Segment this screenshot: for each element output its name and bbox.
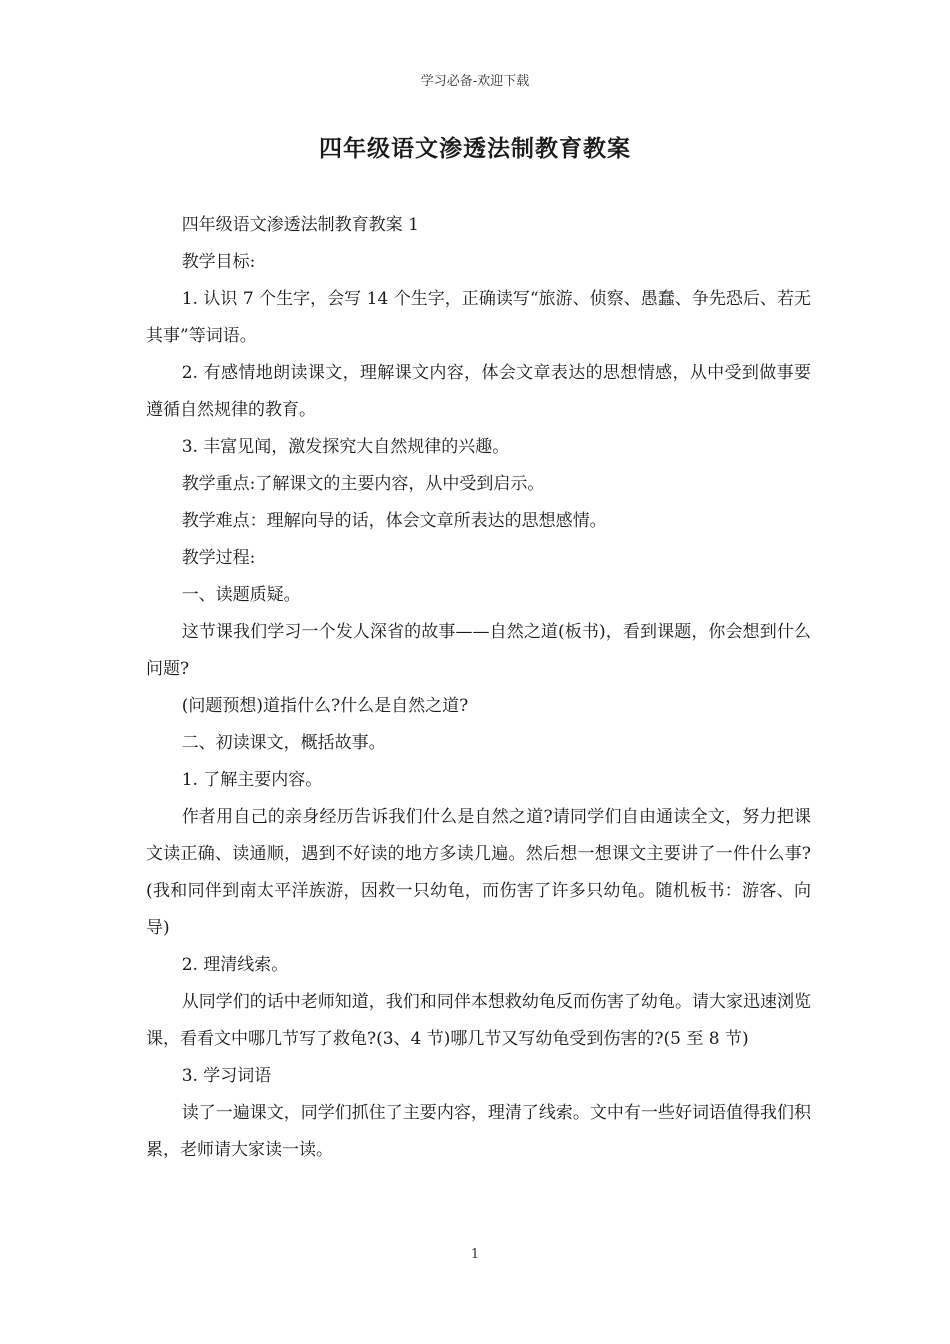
paragraph: 教学难点：理解向导的话，体会文章所表达的思想感情。 bbox=[181, 511, 607, 531]
document-title: 四年级语文渗透法制教育教案 bbox=[319, 136, 631, 162]
paragraph: 教学过程: bbox=[181, 548, 256, 568]
page-header: 学习必备-欢迎下载 bbox=[420, 74, 530, 89]
paragraph: 读了一遍课文，同学们抓住了主要内容，理清了线索。文中有一些好词语值得我们积累，老师请大家读一读。 bbox=[146, 1103, 811, 1160]
paragraph: 2. 理清线索。 bbox=[181, 955, 289, 975]
paragraph: 3. 学习词语 bbox=[181, 1066, 272, 1086]
paragraph: 3. 丰富见闻，激发探究大自然规律的兴趣。 bbox=[181, 437, 510, 457]
paragraph: 这节课我们学习一个发人深省的故事——自然之道(板书)，看到课题，你会想到什么问题? bbox=[146, 622, 811, 679]
paragraph: 教学重点:了解课文的主要内容，从中受到启示。 bbox=[181, 474, 545, 494]
paragraph: 1. 认识 7 个生字，会写 14 个生字，正确读写“旅游、侦察、愚蠢、争先恐后、若无其事”等词语。 bbox=[146, 289, 811, 346]
paragraph: 2. 有感情地朗读课文，理解课文内容，体会文章表达的思想情感，从中受到做事要遵循自然规律的教育。 bbox=[146, 363, 811, 420]
paragraph: 1. 了解主要内容。 bbox=[181, 770, 323, 790]
document-body bbox=[146, 207, 811, 1169]
page-number: 1 bbox=[470, 1247, 480, 1262]
paragraph: 教学目标: bbox=[181, 252, 256, 272]
paragraph: (问题预想)道指什么?什么是自然之道? bbox=[181, 696, 469, 716]
paragraph: 四年级语文渗透法制教育教案 1 bbox=[181, 215, 419, 235]
paragraph: 二、初读课文，概括故事。 bbox=[181, 733, 386, 753]
paragraph: 一、读题质疑。 bbox=[181, 585, 301, 605]
paragraph: 作者用自己的亲身经历告诉我们什么是自然之道?请同学们自由通读全文，努力把课文读正确、读通顺，遇到不好读的地方多读几遍。然后想一想课文主要讲了一件什么事?(我和同伴到南太平洋族游，因救一只幼龟，而伤害了许多只幼龟。随机板书：游客、向导) bbox=[146, 807, 811, 938]
paragraph: 从同学们的话中老师知道，我们和同伴本想救幼龟反而伤害了幼龟。请大家迅速浏览课，看看文中哪几节写了救龟?(3、4 节)哪几节又写幼龟受到伤害的?(5 至 8 节) bbox=[146, 992, 811, 1049]
